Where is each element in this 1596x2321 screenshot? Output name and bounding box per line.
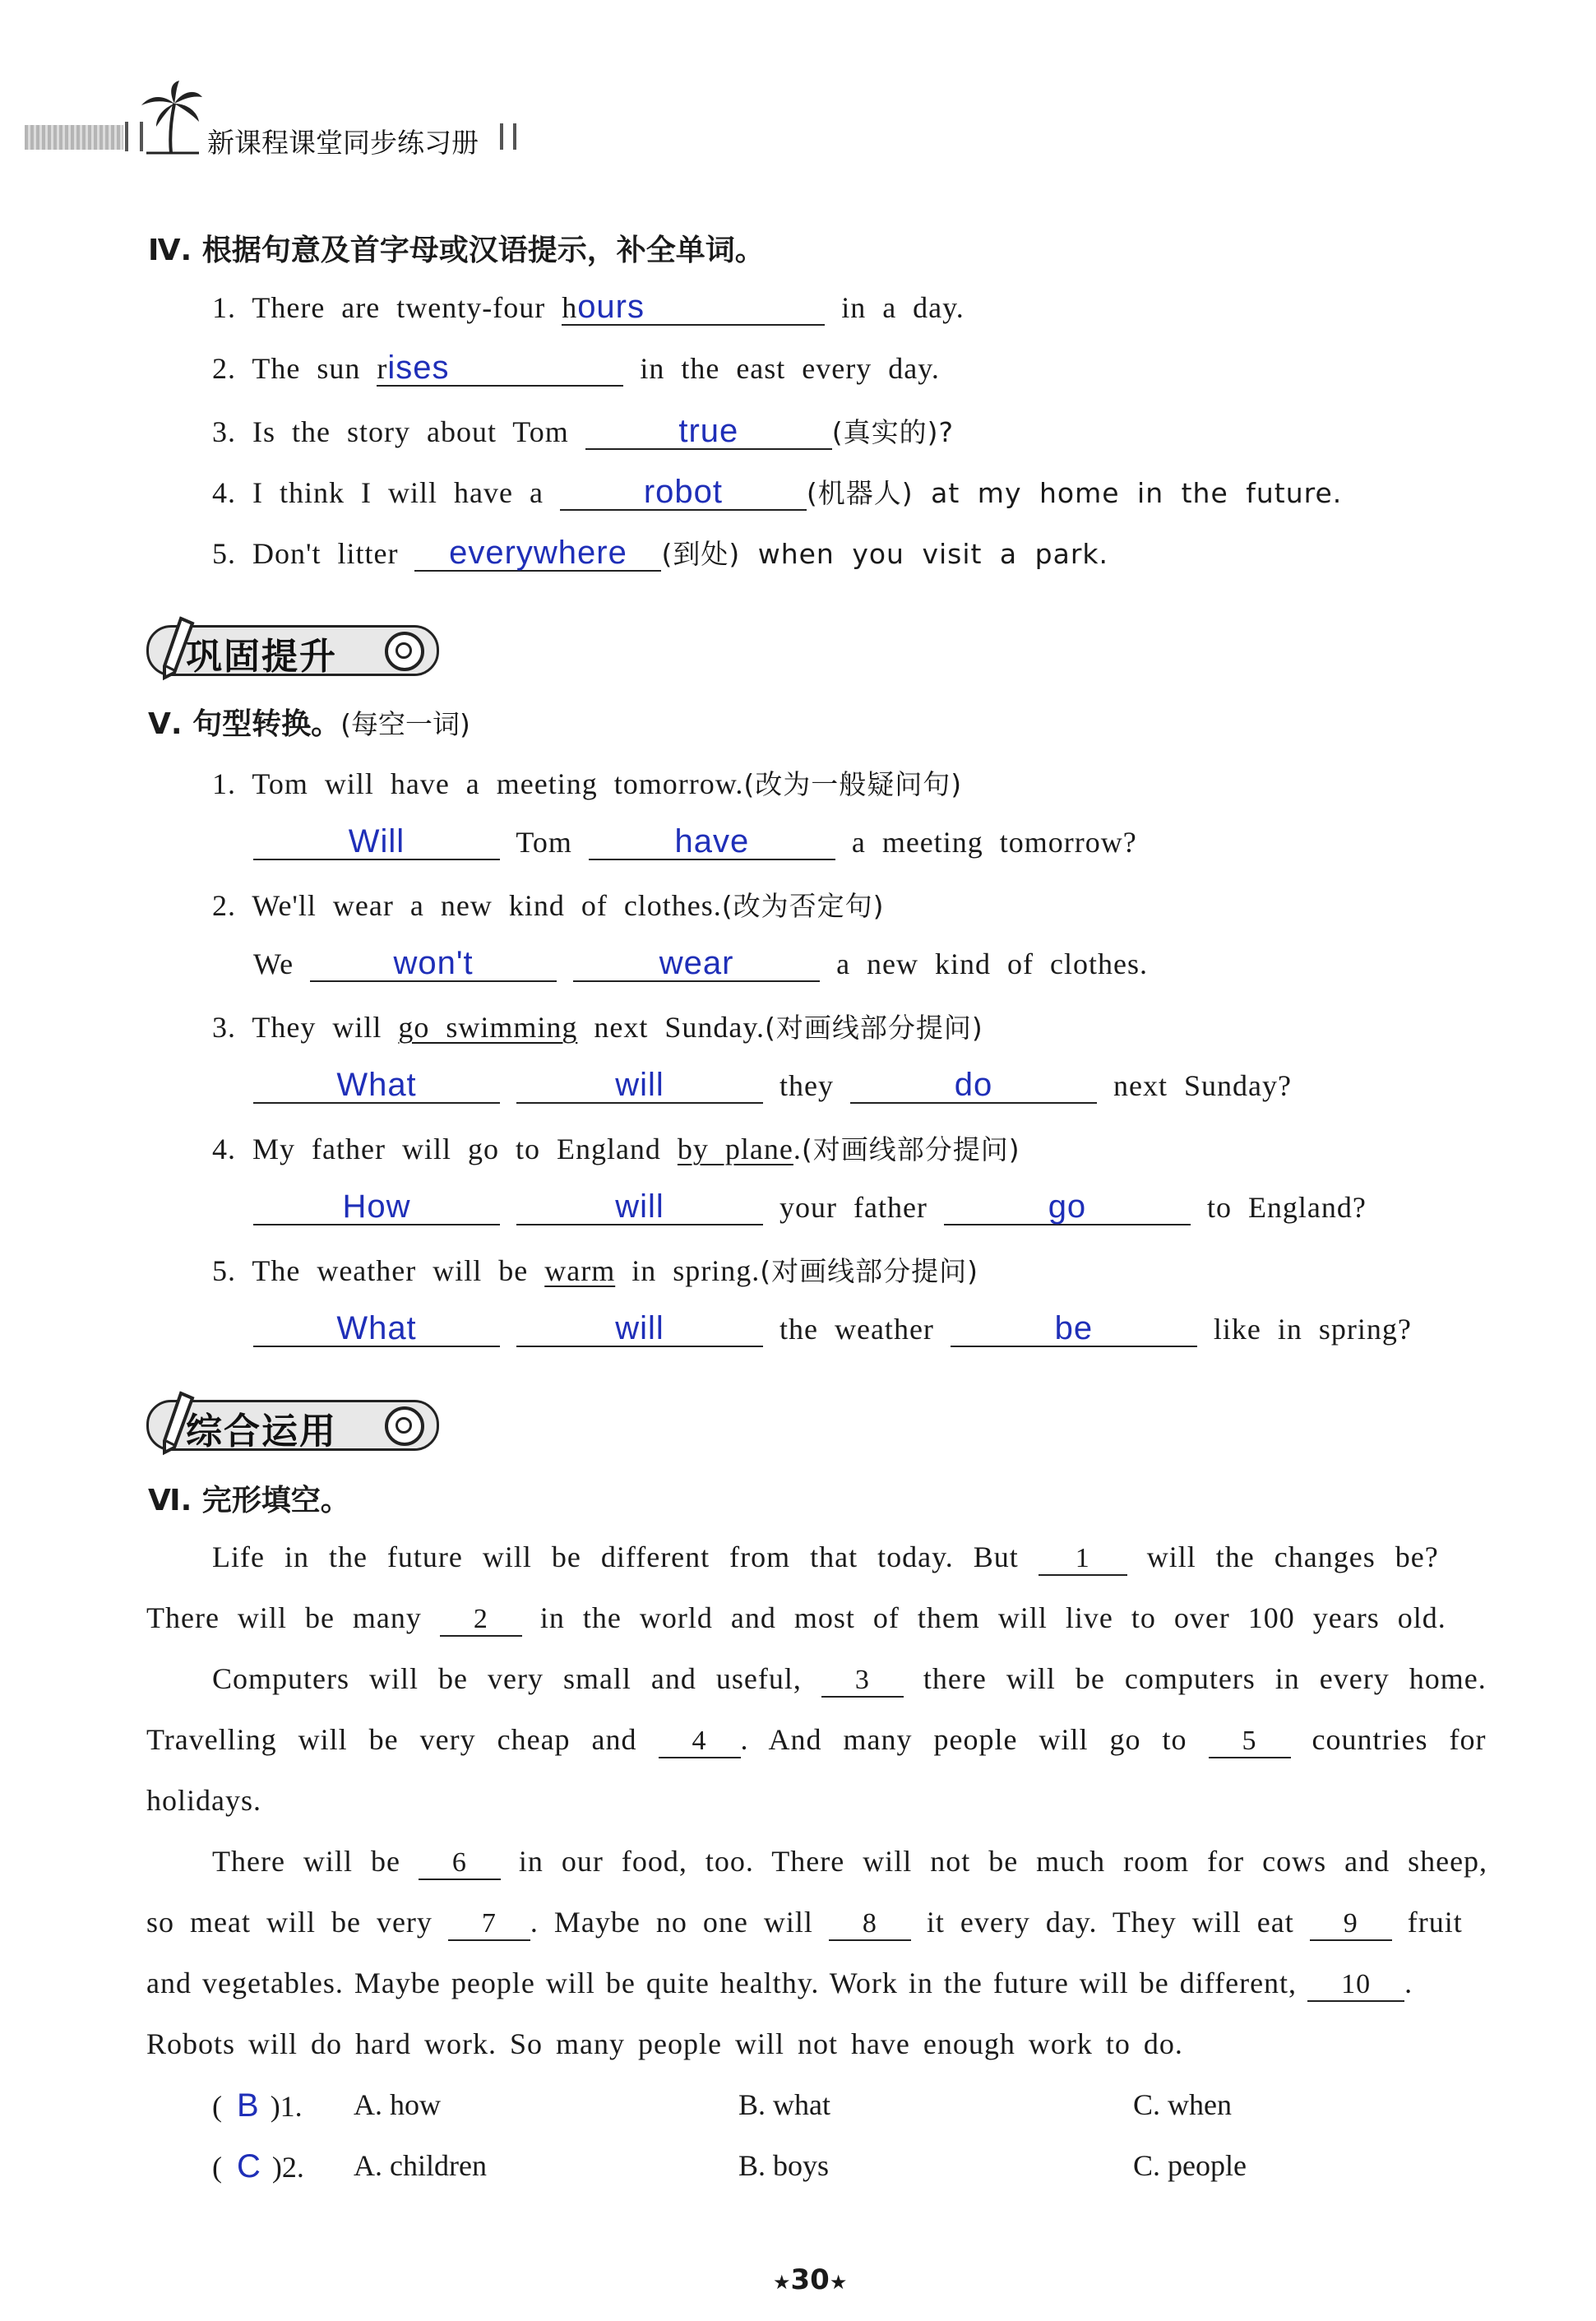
choice-answer[interactable]: C (237, 2148, 261, 2184)
choice-paren-open: ( (212, 2151, 237, 2184)
p3-line-2 (146, 1905, 1463, 1941)
row-text: next Sunday? (1113, 1069, 1292, 1102)
choice-number: )2. (271, 2151, 304, 2184)
answer-text: everywhere (449, 535, 627, 571)
row-text: to England? (1206, 1191, 1367, 1224)
underlined-phrase: warm (544, 1254, 616, 1287)
banner-label: 巩固提升 (186, 636, 337, 678)
row-text: We (253, 947, 294, 980)
answer-blank[interactable] (253, 824, 500, 860)
item-number: 1. (212, 767, 236, 800)
answer-blank[interactable] (560, 475, 807, 511)
s5-item-5-prompt (212, 1250, 978, 1289)
item-text: . (793, 1133, 802, 1165)
cloze-blank-8[interactable] (829, 1905, 911, 1941)
answer-text: will (615, 1310, 664, 1346)
blank-number: 7 (481, 1908, 497, 1939)
p2-line-1 (212, 1661, 1487, 1698)
item-number: 1. (212, 291, 236, 324)
header-stripe (25, 125, 123, 150)
item-number: 2. (212, 352, 236, 385)
item-text: I think I will have a (252, 476, 544, 509)
p3-line-1 (212, 1844, 1487, 1880)
passage-text: . And many people will go to (740, 1723, 1187, 1756)
p2-line-2 (146, 1722, 1486, 1758)
cloze-blank-3[interactable] (821, 1661, 904, 1698)
item-number: 5. (212, 1254, 236, 1287)
answer-text: Will (348, 823, 405, 859)
item-text: in a day. (841, 291, 965, 324)
answer-blank[interactable] (516, 1189, 763, 1225)
item-number: 3. (212, 415, 236, 448)
choice-2-option-a[interactable]: A. children (354, 2149, 487, 2182)
blank-number: 10 (1341, 1969, 1372, 1999)
page-number-footer (773, 2263, 847, 2296)
cloze-blank-1[interactable] (1039, 1540, 1127, 1576)
blank-number: 3 (854, 1665, 870, 1695)
blank-number: 8 (862, 1908, 877, 1939)
row-text: Tom (516, 826, 572, 859)
answer-blank[interactable] (585, 414, 832, 450)
answer-blank[interactable] (573, 946, 820, 982)
s4-item-1 (212, 290, 965, 326)
answer-blank[interactable] (253, 1311, 500, 1347)
answer-blank[interactable] (850, 1068, 1097, 1104)
choice-2-option-c[interactable]: C. people (1133, 2149, 1247, 2182)
choice-1-option-a[interactable]: A. how (354, 2088, 441, 2121)
choice-paren-open: ( (212, 2090, 237, 2123)
s5-item-1-answer-row (253, 824, 1137, 860)
header-bars-right (500, 123, 516, 150)
answer-blank[interactable] (253, 1068, 500, 1104)
item-text: Tom will have a meeting tomorrow. (252, 767, 744, 800)
answer-text: ises (387, 350, 450, 386)
banner-ring-icon (385, 1406, 424, 1446)
answer-text: true (678, 413, 739, 449)
item-instruction: (改为否定句) (721, 890, 885, 922)
answer-text: ours (577, 289, 645, 325)
choice-row-1 (212, 2087, 303, 2124)
answer-blank[interactable] (944, 1189, 1191, 1225)
passage-text: it every day. They will eat (926, 1906, 1294, 1939)
passage-text: . Maybe no one will (530, 1906, 813, 1939)
answer-text: How (342, 1188, 411, 1225)
s4-item-2 (212, 350, 940, 387)
item-number: 4. (212, 476, 236, 509)
row-text: like in spring? (1213, 1313, 1412, 1346)
passage-text: Travelling will be very cheap and (146, 1723, 637, 1756)
item-number: 5. (212, 537, 236, 570)
header-title: 新课程课堂同步练习册 (207, 127, 479, 159)
star-icon: ★ (773, 2271, 791, 2294)
cloze-blank-9[interactable] (1310, 1905, 1392, 1941)
item-text: They will (252, 1011, 382, 1044)
section-5-note: (每空一词) (340, 708, 470, 740)
p1-line-2 (146, 1601, 1446, 1637)
passage-text: countries for (1311, 1723, 1487, 1756)
item-hint: (真实的)? (831, 416, 955, 448)
item-number: 2. (212, 889, 236, 922)
passage-text: and vegetables. Maybe people will be quite healthy. Work in the future will be different, (146, 1967, 1298, 1999)
answer-text: What (336, 1067, 417, 1103)
row-text: a meeting tomorrow? (851, 826, 1137, 859)
passage-text: in the world and most of them will live to over 100 years old. (539, 1601, 1446, 1634)
section-5-title (148, 701, 470, 743)
answer-blank[interactable] (589, 824, 835, 860)
item-hint: (到处) when you visit a park. (661, 538, 1108, 570)
choice-1-option-b[interactable]: B. what (738, 2088, 830, 2121)
cloze-blank-5[interactable] (1209, 1722, 1291, 1758)
cloze-blank-7[interactable] (448, 1905, 530, 1941)
answer-text: do (954, 1067, 993, 1103)
passage-text: Computers will be very small and useful, (212, 1662, 802, 1695)
item-number: 3. (212, 1011, 236, 1044)
section-6-title: Ⅵ. 完形填空。 (148, 1484, 350, 1517)
passage-text: fruit (1407, 1906, 1463, 1939)
answer-text: go (1048, 1188, 1087, 1225)
answer-blank[interactable] (253, 1189, 500, 1225)
item-number: 4. (212, 1133, 236, 1165)
passage-text: Life in the future will be different from that today. But (212, 1540, 1019, 1573)
s4-item-3 (212, 411, 954, 450)
item-instruction: (对画线部分提问) (801, 1133, 1020, 1165)
choice-2-option-b[interactable]: B. boys (738, 2149, 830, 2182)
banner-consolidate (146, 615, 442, 679)
banner-ring-icon (385, 632, 424, 671)
choice-row-2 (212, 2148, 304, 2185)
answer-blank[interactable] (562, 290, 825, 326)
blank-number: 9 (1343, 1908, 1358, 1939)
item-text: Is the story about Tom (252, 415, 569, 448)
p2-line-3 (146, 1783, 261, 1818)
hint-letter: h (562, 291, 578, 324)
blank-number: 4 (692, 1726, 707, 1756)
cloze-blank-6[interactable] (419, 1844, 501, 1880)
choice-answer[interactable]: B (237, 2087, 259, 2124)
p3-line-3 (146, 1966, 1413, 2002)
palm-tree-icon (138, 79, 204, 158)
item-text: The sun (252, 352, 361, 385)
s5-item-3-answer-row (253, 1068, 1292, 1104)
s5-item-4-prompt (212, 1128, 1020, 1167)
banner-comprehensive (146, 1390, 442, 1454)
s5-item-4-answer-row (253, 1189, 1367, 1225)
answer-text: will (615, 1067, 664, 1103)
answer-blank[interactable] (377, 350, 623, 387)
s5-item-3-prompt (212, 1007, 983, 1045)
s4-item-4 (212, 472, 1342, 511)
item-hint: (机器人) at my home in the future. (806, 477, 1343, 509)
banner-label: 综合运用 (186, 1411, 337, 1452)
cloze-blank-4[interactable] (659, 1722, 741, 1758)
answer-blank[interactable] (414, 535, 661, 572)
item-instruction: (对画线部分提问) (760, 1255, 978, 1287)
item-text: There are twenty-four (252, 291, 546, 324)
p3-line-4 (146, 2027, 1183, 2061)
item-text: My father will go to England (252, 1133, 661, 1165)
answer-text: have (674, 823, 750, 859)
answer-text: robot (643, 474, 723, 510)
answer-text: be (1054, 1310, 1094, 1346)
s5-item-2-answer-row (253, 946, 1148, 982)
hint-letter: r (377, 352, 388, 385)
s4-item-5 (212, 533, 1108, 572)
row-text: they (779, 1069, 834, 1102)
s5-item-5-answer-row (253, 1311, 1412, 1347)
passage-text: There will be many (146, 1601, 422, 1634)
answer-blank[interactable] (951, 1311, 1197, 1347)
underlined-phrase: by plane (677, 1133, 793, 1165)
blank-number: 5 (1242, 1726, 1257, 1756)
passage-text: Robots will do hard work. So many people will not have enough work to do. (146, 2027, 1183, 2060)
passage-text: there will be computers in every home. (923, 1662, 1487, 1695)
blank-number: 2 (473, 1604, 488, 1634)
blank-number: 6 (451, 1847, 467, 1878)
item-instruction: (改为一般疑问句) (743, 768, 963, 800)
answer-text: will (615, 1188, 664, 1225)
s5-item-2-prompt (212, 885, 885, 924)
item-text: Don't litter (252, 537, 399, 570)
row-text: your father (779, 1191, 928, 1224)
blank-number: 1 (1075, 1543, 1090, 1573)
passage-text: will the changes be? (1146, 1540, 1439, 1573)
cloze-blank-10[interactable] (1307, 1966, 1404, 2002)
item-text: in spring. (631, 1254, 761, 1287)
row-text: the weather (779, 1313, 934, 1346)
item-text: next Sunday. (594, 1011, 766, 1044)
underlined-phrase: go swimming (398, 1011, 578, 1044)
passage-text: . (1404, 1967, 1413, 1999)
choice-number: )1. (270, 2090, 303, 2123)
page-number: 30 (790, 2263, 830, 2296)
p1-line-1 (212, 1540, 1439, 1576)
star-icon: ★ (829, 2271, 848, 2294)
answer-blank[interactable] (310, 946, 557, 982)
choice-1-option-c[interactable]: C. when (1133, 2088, 1232, 2121)
passage-text: holidays. (146, 1784, 261, 1817)
cloze-blank-2[interactable] (440, 1601, 522, 1637)
answer-blank[interactable] (516, 1068, 763, 1104)
passage-text: There will be (212, 1845, 400, 1878)
answer-text: wear (659, 945, 734, 981)
answer-text: won't (393, 945, 474, 981)
answer-blank[interactable] (516, 1311, 763, 1347)
section-5-heading: Ⅴ. 句型转换。 (148, 707, 341, 741)
item-text: We'll wear a new kind of clothes. (252, 889, 722, 922)
section-4-title: Ⅳ. 根据句意及首字母或汉语提示，补全单词。 (148, 234, 765, 267)
item-instruction: (对画线部分提问) (765, 1012, 983, 1044)
passage-text: so meat will be very (146, 1906, 433, 1939)
item-text: in the east every day. (640, 352, 940, 385)
item-text: The weather will be (252, 1254, 529, 1287)
answer-text: What (336, 1310, 417, 1346)
row-text: a new kind of clothes. (836, 947, 1148, 980)
s5-item-1-prompt (212, 763, 962, 802)
passage-text: in our food, too. There will not be much room for cows and sheep, (518, 1845, 1488, 1878)
